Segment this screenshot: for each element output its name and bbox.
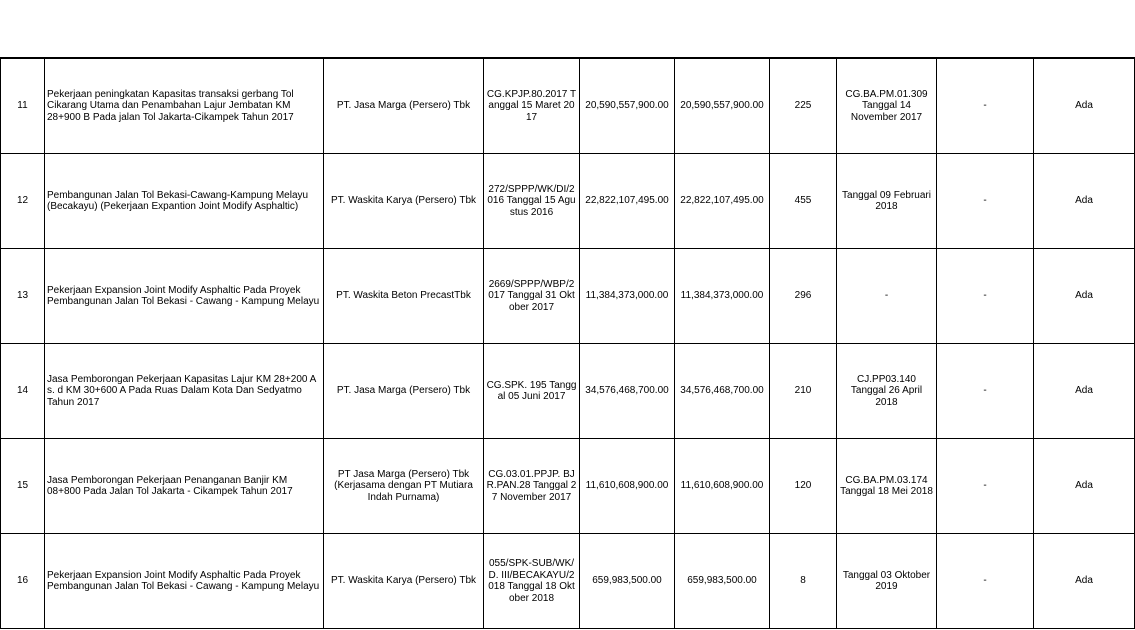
cell-kolom-9[interactable]: - bbox=[937, 344, 1034, 439]
cell-hari[interactable]: 296 bbox=[770, 249, 837, 344]
cell-pekerjaan[interactable]: Pembangunan Jalan Tol Bekasi-Cawang-Kampung Melayu (Becakayu) (Pekerjaan Expantion Joint Modify Asphaltic) bbox=[45, 154, 324, 249]
cell-nilai-1[interactable]: 20,590,557,900.00 bbox=[580, 58, 675, 154]
cell-nilai-2[interactable]: 659,983,500.00 bbox=[675, 534, 770, 629]
table-row bbox=[1, 534, 1135, 629]
cell-no[interactable]: 13 bbox=[1, 249, 45, 344]
cell-no[interactable]: 15 bbox=[1, 439, 45, 534]
cell-kolom-9[interactable]: - bbox=[937, 58, 1034, 154]
contracts-table bbox=[0, 57, 1135, 629]
cell-pekerjaan[interactable]: Pekerjaan Expansion Joint Modify Asphaltic Pada Proyek Pembangunan Jalan Tol Bekasi - Cawang - Kampung Melayu bbox=[45, 534, 324, 629]
cell-hari[interactable]: 455 bbox=[770, 154, 837, 249]
cell-hari[interactable]: 210 bbox=[770, 344, 837, 439]
spreadsheet-sheet bbox=[0, 57, 1135, 629]
cell-nilai-1[interactable]: 11,610,608,900.00 bbox=[580, 439, 675, 534]
cell-kontrak[interactable]: 272/SPPP/WK/DI/2016 Tanggal 15 Agustus 2016 bbox=[484, 154, 580, 249]
table-row bbox=[1, 344, 1135, 439]
cell-no[interactable]: 12 bbox=[1, 154, 45, 249]
cell-kontraktor[interactable]: PT Jasa Marga (Persero) Tbk (Kerjasama dengan PT Mutiara Indah Purnama) bbox=[324, 439, 484, 534]
cell-no[interactable]: 11 bbox=[1, 58, 45, 154]
cell-kontrak[interactable]: CG.03.01.PPJP. BJR.PAN.28 Tanggal 27 November 2017 bbox=[484, 439, 580, 534]
cell-kolom-10[interactable]: Ada bbox=[1034, 344, 1135, 439]
cell-ba[interactable]: CG.BA.PM.03.174 Tanggal 18 Mei 2018 bbox=[837, 439, 937, 534]
cell-no[interactable]: 16 bbox=[1, 534, 45, 629]
cell-kolom-9[interactable]: - bbox=[937, 154, 1034, 249]
cell-pekerjaan[interactable]: Jasa Pemborongan Pekerjaan Penanganan Banjir KM 08+800 Pada Jalan Tol Jakarta - Cikampek Tahun 2017 bbox=[45, 439, 324, 534]
table-row bbox=[1, 58, 1135, 154]
cell-kolom-10[interactable]: Ada bbox=[1034, 58, 1135, 154]
cell-kontrak[interactable]: CG.SPK. 195 Tanggal 05 Juni 2017 bbox=[484, 344, 580, 439]
cell-nilai-1[interactable]: 22,822,107,495.00 bbox=[580, 154, 675, 249]
cell-ba[interactable]: - bbox=[837, 249, 937, 344]
cell-kontraktor[interactable]: PT. Waskita Karya (Persero) Tbk bbox=[324, 534, 484, 629]
cell-kolom-9[interactable]: - bbox=[937, 439, 1034, 534]
cell-kolom-9[interactable]: - bbox=[937, 249, 1034, 344]
table-body bbox=[1, 58, 1135, 629]
cell-ba[interactable]: Tanggal 03 Oktober 2019 bbox=[837, 534, 937, 629]
cell-nilai-2[interactable]: 34,576,468,700.00 bbox=[675, 344, 770, 439]
table-row bbox=[1, 154, 1135, 249]
table-row bbox=[1, 249, 1135, 344]
cell-nilai-2[interactable]: 20,590,557,900.00 bbox=[675, 58, 770, 154]
cell-kontrak[interactable]: 055/SPK-SUB/WK/D. III/BECAKAYU/2018 Tanggal 18 Oktober 2018 bbox=[484, 534, 580, 629]
cell-kolom-10[interactable]: Ada bbox=[1034, 534, 1135, 629]
cell-kontrak[interactable]: CG.KPJP.80.2017 Tanggal 15 Maret 2017 bbox=[484, 58, 580, 154]
cell-no[interactable]: 14 bbox=[1, 344, 45, 439]
cell-hari[interactable]: 225 bbox=[770, 58, 837, 154]
cell-nilai-2[interactable]: 22,822,107,495.00 bbox=[675, 154, 770, 249]
table-row bbox=[1, 439, 1135, 534]
cell-pekerjaan[interactable]: Pekerjaan peningkatan Kapasitas transaksi gerbang Tol Cikarang Utama dan Penambahan Lajur Jembatan KM 28+900 B Pada jalan Tol Jakarta-Cikampek Tahun 2017 bbox=[45, 58, 324, 154]
cell-nilai-1[interactable]: 34,576,468,700.00 bbox=[580, 344, 675, 439]
cell-kontraktor[interactable]: PT. Jasa Marga (Persero) Tbk bbox=[324, 58, 484, 154]
cell-nilai-2[interactable]: 11,610,608,900.00 bbox=[675, 439, 770, 534]
cell-kolom-10[interactable]: Ada bbox=[1034, 439, 1135, 534]
cell-hari[interactable]: 8 bbox=[770, 534, 837, 629]
cell-kontraktor[interactable]: PT. Jasa Marga (Persero) Tbk bbox=[324, 344, 484, 439]
cell-kolom-9[interactable]: - bbox=[937, 534, 1034, 629]
cell-hari[interactable]: 120 bbox=[770, 439, 837, 534]
cell-kontraktor[interactable]: PT. Waskita Karya (Persero) Tbk bbox=[324, 154, 484, 249]
cell-nilai-1[interactable]: 11,384,373,000.00 bbox=[580, 249, 675, 344]
cell-pekerjaan[interactable]: Pekerjaan Expansion Joint Modify Asphaltic Pada Proyek Pembangunan Jalan Tol Bekasi - Cawang - Kampung Melayu bbox=[45, 249, 324, 344]
cell-kolom-10[interactable]: Ada bbox=[1034, 249, 1135, 344]
cell-nilai-2[interactable]: 11,384,373,000.00 bbox=[675, 249, 770, 344]
cell-kontrak[interactable]: 2669/SPPP/WBP/2017 Tanggal 31 Oktober 2017 bbox=[484, 249, 580, 344]
cell-ba[interactable]: CG.BA.PM.01.309 Tanggal 14 November 2017 bbox=[837, 58, 937, 154]
cell-ba[interactable]: CJ.PP03.140 Tanggal 26 April 2018 bbox=[837, 344, 937, 439]
cell-kontraktor[interactable]: PT. Waskita Beton PrecastTbk bbox=[324, 249, 484, 344]
cell-ba[interactable]: Tanggal 09 Februari 2018 bbox=[837, 154, 937, 249]
cell-pekerjaan[interactable]: Jasa Pemborongan Pekerjaan Kapasitas Lajur KM 28+200 A s. d KM 30+600 A Pada Ruas Dalam Kota Dan Sedyatmo Tahun 2017 bbox=[45, 344, 324, 439]
cell-kolom-10[interactable]: Ada bbox=[1034, 154, 1135, 249]
cell-nilai-1[interactable]: 659,983,500.00 bbox=[580, 534, 675, 629]
